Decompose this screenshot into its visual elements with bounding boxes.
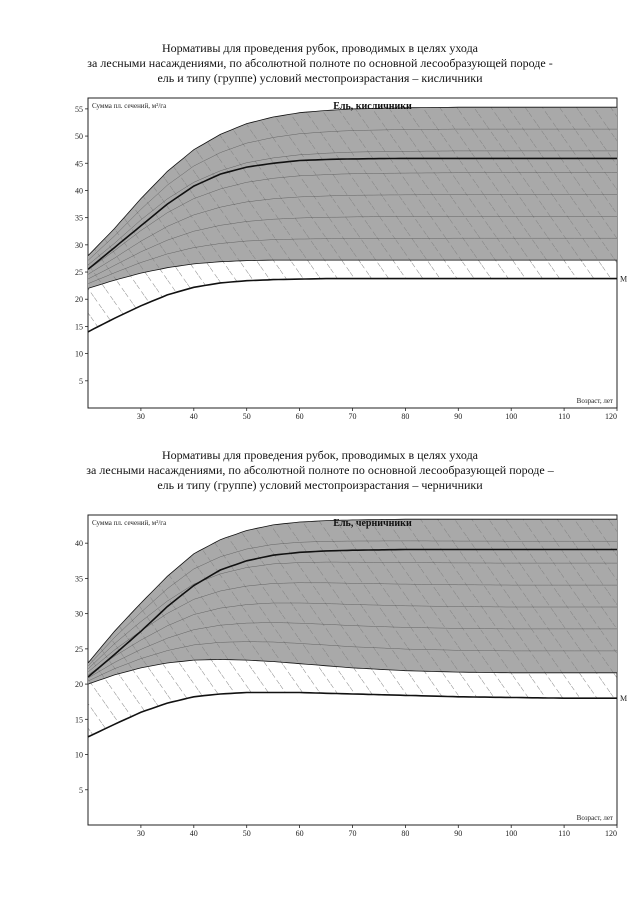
curve-end-label: M — [620, 274, 628, 284]
y-tick-label: 55 — [75, 104, 83, 114]
x-axis-label: Возраст, лет — [576, 397, 613, 405]
curve-end-label: M — [620, 694, 628, 704]
x-tick-label: 120 — [605, 412, 617, 421]
y-tick-label: 25 — [75, 644, 83, 654]
heading-line: ель и типу (группе) условий местопроизрастания – черничники — [157, 478, 483, 492]
x-tick-label: 40 — [189, 412, 198, 421]
x-tick-label: 30 — [136, 829, 145, 838]
heading-line: Нормативы для проведения рубок, проводимых в целях ухода — [161, 448, 478, 462]
y-tick-label: 5 — [79, 376, 83, 386]
x-axis-label: Возраст, лет — [576, 814, 613, 822]
x-tick-label: 50 — [242, 412, 251, 421]
x-tick-label: 80 — [401, 412, 410, 421]
y-tick-label: 35 — [75, 213, 83, 223]
x-tick-label: 90 — [454, 829, 463, 838]
chart-chernichniki — [0, 505, 640, 845]
y-tick-label: 25 — [75, 268, 83, 278]
y-tick-label: 20 — [75, 295, 83, 305]
x-tick-label: 60 — [295, 412, 304, 421]
chart-title: Ель, черничники — [333, 518, 412, 529]
heading-line: за лесными насаждениями, по абсолютной полноте по основной лесообразующей породе - — [87, 56, 553, 70]
heading-line: за лесными насаждениями, по абсолютной полноте по основной лесообразующей породе – — [86, 463, 554, 477]
x-tick-label: 60 — [295, 829, 304, 838]
x-tick-label: 70 — [348, 412, 357, 421]
x-tick-label: 70 — [348, 829, 357, 838]
x-tick-label: 80 — [401, 829, 410, 838]
y-tick-label: 10 — [75, 349, 83, 359]
y-axis-label: Сумма пл. сечений, м²/га — [92, 102, 167, 110]
y-tick-label: 40 — [75, 539, 83, 549]
x-tick-label: 120 — [605, 829, 617, 838]
y-tick-label: 15 — [75, 715, 83, 725]
heading-line: Нормативы для проведения рубок, проводимых в целях ухода — [161, 41, 478, 55]
y-tick-label: 15 — [75, 322, 83, 332]
y-tick-label: 10 — [75, 750, 83, 760]
chart-2-heading — [0, 448, 640, 493]
x-tick-label: 110 — [558, 829, 570, 838]
y-tick-label: 40 — [75, 186, 83, 196]
chart-title: Ель, кисличники — [333, 101, 412, 112]
chart-1-heading — [0, 41, 640, 86]
x-tick-label: 50 — [242, 829, 251, 838]
y-tick-label: 20 — [75, 680, 83, 690]
x-tick-label: 90 — [454, 412, 463, 421]
x-tick-label: 100 — [505, 412, 518, 421]
y-tick-label: 45 — [75, 159, 83, 169]
y-tick-label: 30 — [75, 240, 83, 250]
x-tick-label: 30 — [136, 412, 145, 421]
y-tick-label: 30 — [75, 609, 83, 619]
y-axis-label: Сумма пл. сечений, м²/га — [92, 519, 167, 527]
chart-kislichniki — [0, 90, 640, 440]
y-tick-label: 5 — [79, 785, 83, 795]
y-tick-label: 35 — [75, 574, 83, 584]
x-tick-label: 100 — [505, 829, 518, 838]
x-tick-label: 40 — [189, 829, 198, 838]
heading-line: ель и типу (группе) условий местопроизрастания – кисличники — [157, 71, 483, 85]
y-tick-label: 50 — [75, 132, 83, 142]
x-tick-label: 110 — [558, 412, 570, 421]
